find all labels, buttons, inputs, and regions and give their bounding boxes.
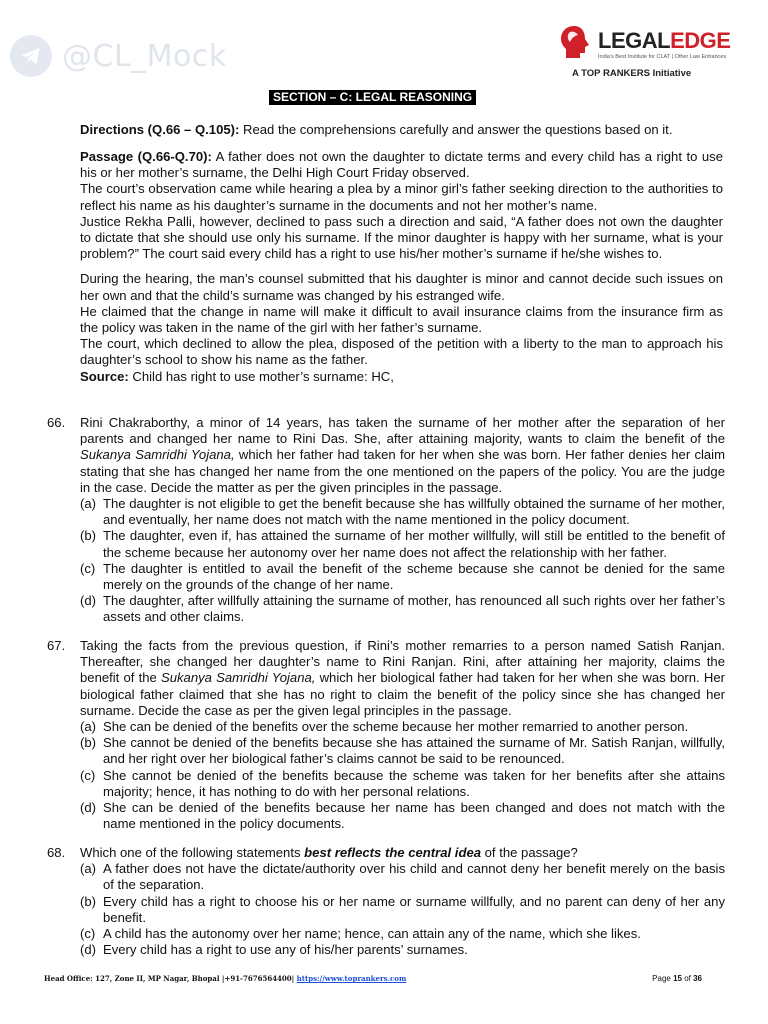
passage-source: Source: Child has right to use mother’s surname: HC, xyxy=(80,368,394,384)
question-stem: Taking the facts from the previous question, if Rini’s mother remarries to a person named Satish Ranjan. Thereafter, she changed her daughter’s name to Rini Ranjan. Rini, after attaining her majority, claims the benefit of the Sukanya Samridhi Yojana, which her biological father had taken for her when she was born. Her biological father claimed that she has no right to claim the benefit of the policy since she has changed her surname. Decide the case as per the given legal principles in the passage. xyxy=(80,638,725,718)
page-footer xyxy=(44,974,724,986)
logo-tagline: India's Best Institute for CLAT | Other Law Entrances xyxy=(598,54,727,60)
legaledge-logo xyxy=(558,24,731,84)
option-c[interactable]: (c) The daughter is entitled to avail the benefit of the scheme because she cannot be denied for the same merely on the grounds of the change of her name. xyxy=(80,560,725,593)
question-number: 67. xyxy=(47,638,66,653)
question-stem: Which one of the following statements best reflects the central idea of the passage? xyxy=(80,845,578,860)
question-66 xyxy=(47,415,725,626)
option-a[interactable]: (a) She can be denied of the benefits over the scheme because her mother remarried to another person. xyxy=(80,719,689,735)
question-number: 68. xyxy=(47,845,66,860)
website-link[interactable]: https://www.toprankers.com xyxy=(296,974,407,983)
option-b[interactable]: (b) Every child has a right to choose his or her name or surname willfully, and no parent can deny of her any benefit. xyxy=(80,893,725,925)
telegram-watermark xyxy=(10,36,227,76)
watermark-text: @CL_Mock xyxy=(62,38,227,74)
logo-wordmark: LEGALEDGE xyxy=(598,28,731,53)
directions: Directions (Q.66 – Q.105): Read the comprehensions carefully and answer the questions based on it. xyxy=(80,122,673,137)
option-a[interactable]: (a) The daughter is not eligible to get the benefit because she has willfully obtained the surname of her mother, and eventually, her name does not match with the name mentioned in the policy document. xyxy=(80,496,725,528)
footer-address: Head Office: 127, Zone II, MP Nagar, Bhopal |+91-7676564400| https://www.toprankers.com xyxy=(44,974,407,983)
option-d[interactable]: (d) She can be denied of the benefits because her name has been changed and does not match with the name mentioned in the policy documents. xyxy=(80,800,725,832)
passage-p3: Justice Rekha Palli, however, declined to pass such a direction and said, “A father does not own the daughter to dictate that she should use only his surname. If the minor daughter is happy with her surname, what is your problem?” The court said every child has a right to use his/her mother’s surname if he/she wishes to. xyxy=(80,213,723,262)
telegram-icon xyxy=(10,35,52,77)
passage-p6: The court, which declined to allow the plea, disposed of the petition with a liberty to the man to approach his daughter’s school to show his name as the father. xyxy=(80,336,723,368)
question-stem: Rini Chakraborthy, a minor of 14 years, has taken the surname of her mother after the separation of her parents and changed her name to Rini Das. She, after attaining majority, wants to claim the benefit of the Sukanya Samridhi Yojana, which her father had taken for her when she was born. Her father denies her claim stating that she has changed her name from the one mentioned on the papers of the policy. You are the judge in the case. Decide the matter as per the given principles in the passage. xyxy=(80,415,725,495)
question-number: 66. xyxy=(47,415,66,430)
section-title: SECTION – C: LEGAL REASONING xyxy=(269,90,476,105)
option-c[interactable]: (c) A child has the autonomy over her name; hence, can attain any of the name, which she likes. xyxy=(80,926,641,942)
passage-p1: Passage (Q.66-Q.70): A father does not own the daughter to dictate terms and every child has a right to use his or her mother’s surname, the Delhi High Court Friday observed. xyxy=(80,149,723,181)
passage-p2: The court’s observation came while hearing a plea by a minor girl’s father seeking direction to the authorities to reflect his name as his daughter’s surname in the documents and not her mother’s name. xyxy=(80,181,723,213)
passage-p4: During the hearing, the man’s counsel submitted that his daughter is minor and cannot decide such issues on her own and that the child’s surname was changed by his estranged wife. xyxy=(80,271,723,303)
logo-initiative: A TOP RANKERS Initiative xyxy=(572,68,692,79)
option-b[interactable]: (b) She cannot be denied of the benefits because she has attained the surname of Mr. Satish Ranjan, willfully, and her right over her biological father’s claims cannot be said to be renounced. xyxy=(80,735,725,767)
option-a[interactable]: (a) A father does not have the dictate/authority over his child and cannot deny her benefit merely on the basis of the separation. xyxy=(80,861,725,893)
page-number: Page 15 of 36 xyxy=(652,974,702,983)
option-b[interactable]: (b) The daughter, even if, has attained the surname of her mother willfully, will still be entitled to the benefit of the scheme because her autonomy over her name does not affect the relationship with her father. xyxy=(80,528,725,560)
passage xyxy=(80,149,723,385)
question-67 xyxy=(47,638,725,832)
question-68 xyxy=(47,845,725,958)
option-c[interactable]: (c) She cannot be denied of the benefits because the scheme was taken for her benefits after she attains majority; hence, it has nothing to do with her personal relations. xyxy=(80,767,725,799)
passage-p5: He claimed that the change in name will make it difficult to avail insurance claims from the insurance firm as the policy was taken in the name of the girl with her father’s surname. xyxy=(80,303,723,336)
option-d[interactable]: (d) Every child has a right to use any of his/her parents’ surnames. xyxy=(80,942,468,958)
head-silhouette-icon xyxy=(558,24,592,60)
option-d[interactable]: (d) The daughter, after willfully attaining the surname of mother, has renounced all such rights over her father’s assets and other claims. xyxy=(80,593,725,625)
